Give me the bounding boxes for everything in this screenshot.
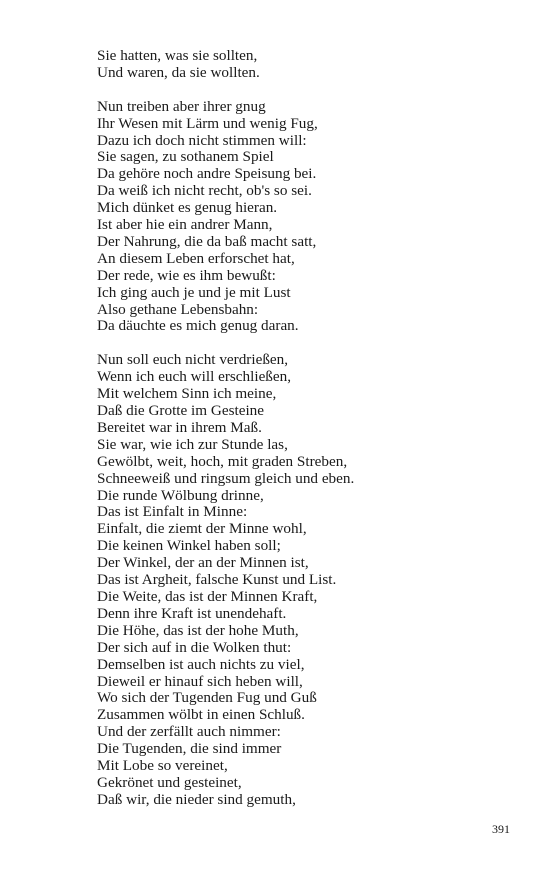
poem-line: Demselben ist auch nichts zu viel,: [97, 655, 305, 673]
poem-line: Sie hatten, was sie sollten,: [97, 47, 258, 64]
poem-line: Also gethane Lebensbahn:: [97, 300, 259, 318]
poem-line: An diesem Leben erforschet hat,: [97, 249, 295, 267]
poem-line: Schneeweiß und ringsum gleich und eben.: [97, 469, 355, 487]
poem-line: Dieweil er hinauf sich heben will,: [97, 672, 303, 690]
poem-line: Das ist Einfalt in Minne:: [97, 503, 248, 521]
stanza-2: [97, 99, 517, 336]
stanza-3: [97, 352, 517, 808]
stanza-1: [97, 48, 517, 82]
poem-line: Und waren, da sie wollten.: [97, 63, 260, 81]
poem-line: Dazu ich doch nicht stimmen will:: [97, 131, 307, 149]
poem-line: Der sich auf in die Wolken thut:: [97, 638, 292, 656]
poem-line: Bereitet war in ihrem Maß.: [97, 418, 262, 436]
poem-line: Ihr Wesen mit Lärm und wenig Fug,: [97, 114, 318, 132]
poem-line: Das ist Argheit, falsche Kunst und List.: [97, 571, 337, 589]
poem-line: Ist aber hie ein andrer Mann,: [97, 216, 273, 234]
poem-line: Sie sagen, zu sothanem Spiel: [97, 148, 274, 166]
page-number: 391: [492, 822, 510, 836]
poem-line: Sie war, wie ich zur Stunde las,: [97, 435, 288, 453]
poem-line: Mich dünket es genug hieran.: [97, 199, 278, 217]
poem-line: Einfalt, die ziemt der Minne wohl,: [97, 520, 307, 538]
poem-line: Die keinen Winkel haben soll;: [97, 537, 281, 555]
poem-line: Nun soll euch nicht verdrießen,: [97, 351, 289, 369]
poem-line: Mit welchem Sinn ich meine,: [97, 385, 277, 403]
poem-line: Die Tugenden, die sind immer: [97, 740, 282, 758]
poem-line: Zusammen wölbt in einen Schluß.: [97, 706, 305, 724]
poem-line: Da gehöre noch andre Speisung bei.: [97, 165, 317, 183]
poem-line: Da weiß ich nicht recht, ob's so sei.: [97, 182, 312, 200]
poem-line: Nun treiben aber ihrer gnug: [97, 97, 266, 115]
poem-text: [97, 48, 517, 809]
poem-line: Ich ging auch je und je mit Lust: [97, 283, 291, 301]
poem-line: Der Winkel, der an der Minnen ist,: [97, 554, 309, 572]
poem-line: Daß die Grotte im Gesteine: [97, 402, 265, 419]
poem-line: Die Weite, das ist der Minnen Kraft,: [97, 587, 318, 605]
poem-line: Da däuchte es mich genug daran.: [97, 317, 299, 335]
poem-line: Der Nahrung, die da baß macht satt,: [97, 232, 317, 250]
poem-line: Gekrönet und gesteinet,: [97, 773, 242, 791]
poem-line: Gewölbt, weit, hoch, mit graden Streben,: [97, 452, 348, 470]
poem-line: Die runde Wölbung drinne,: [97, 486, 264, 504]
poem-line: Wenn ich euch will erschließen,: [97, 368, 292, 386]
poem-line: Und der zerfällt auch nimmer:: [97, 723, 281, 741]
poem-line: Wo sich der Tugenden Fug und Guß: [97, 689, 317, 707]
poem-line: Daß wir, die nieder sind gemuth,: [97, 790, 296, 808]
poem-line: Der rede, wie es ihm bewußt:: [97, 266, 276, 284]
poem-line: Denn ihre Kraft ist unendehaft.: [97, 604, 287, 622]
poem-line: Mit Lobe so vereinet,: [97, 757, 228, 775]
poem-line: Die Höhe, das ist der hohe Muth,: [97, 621, 299, 639]
